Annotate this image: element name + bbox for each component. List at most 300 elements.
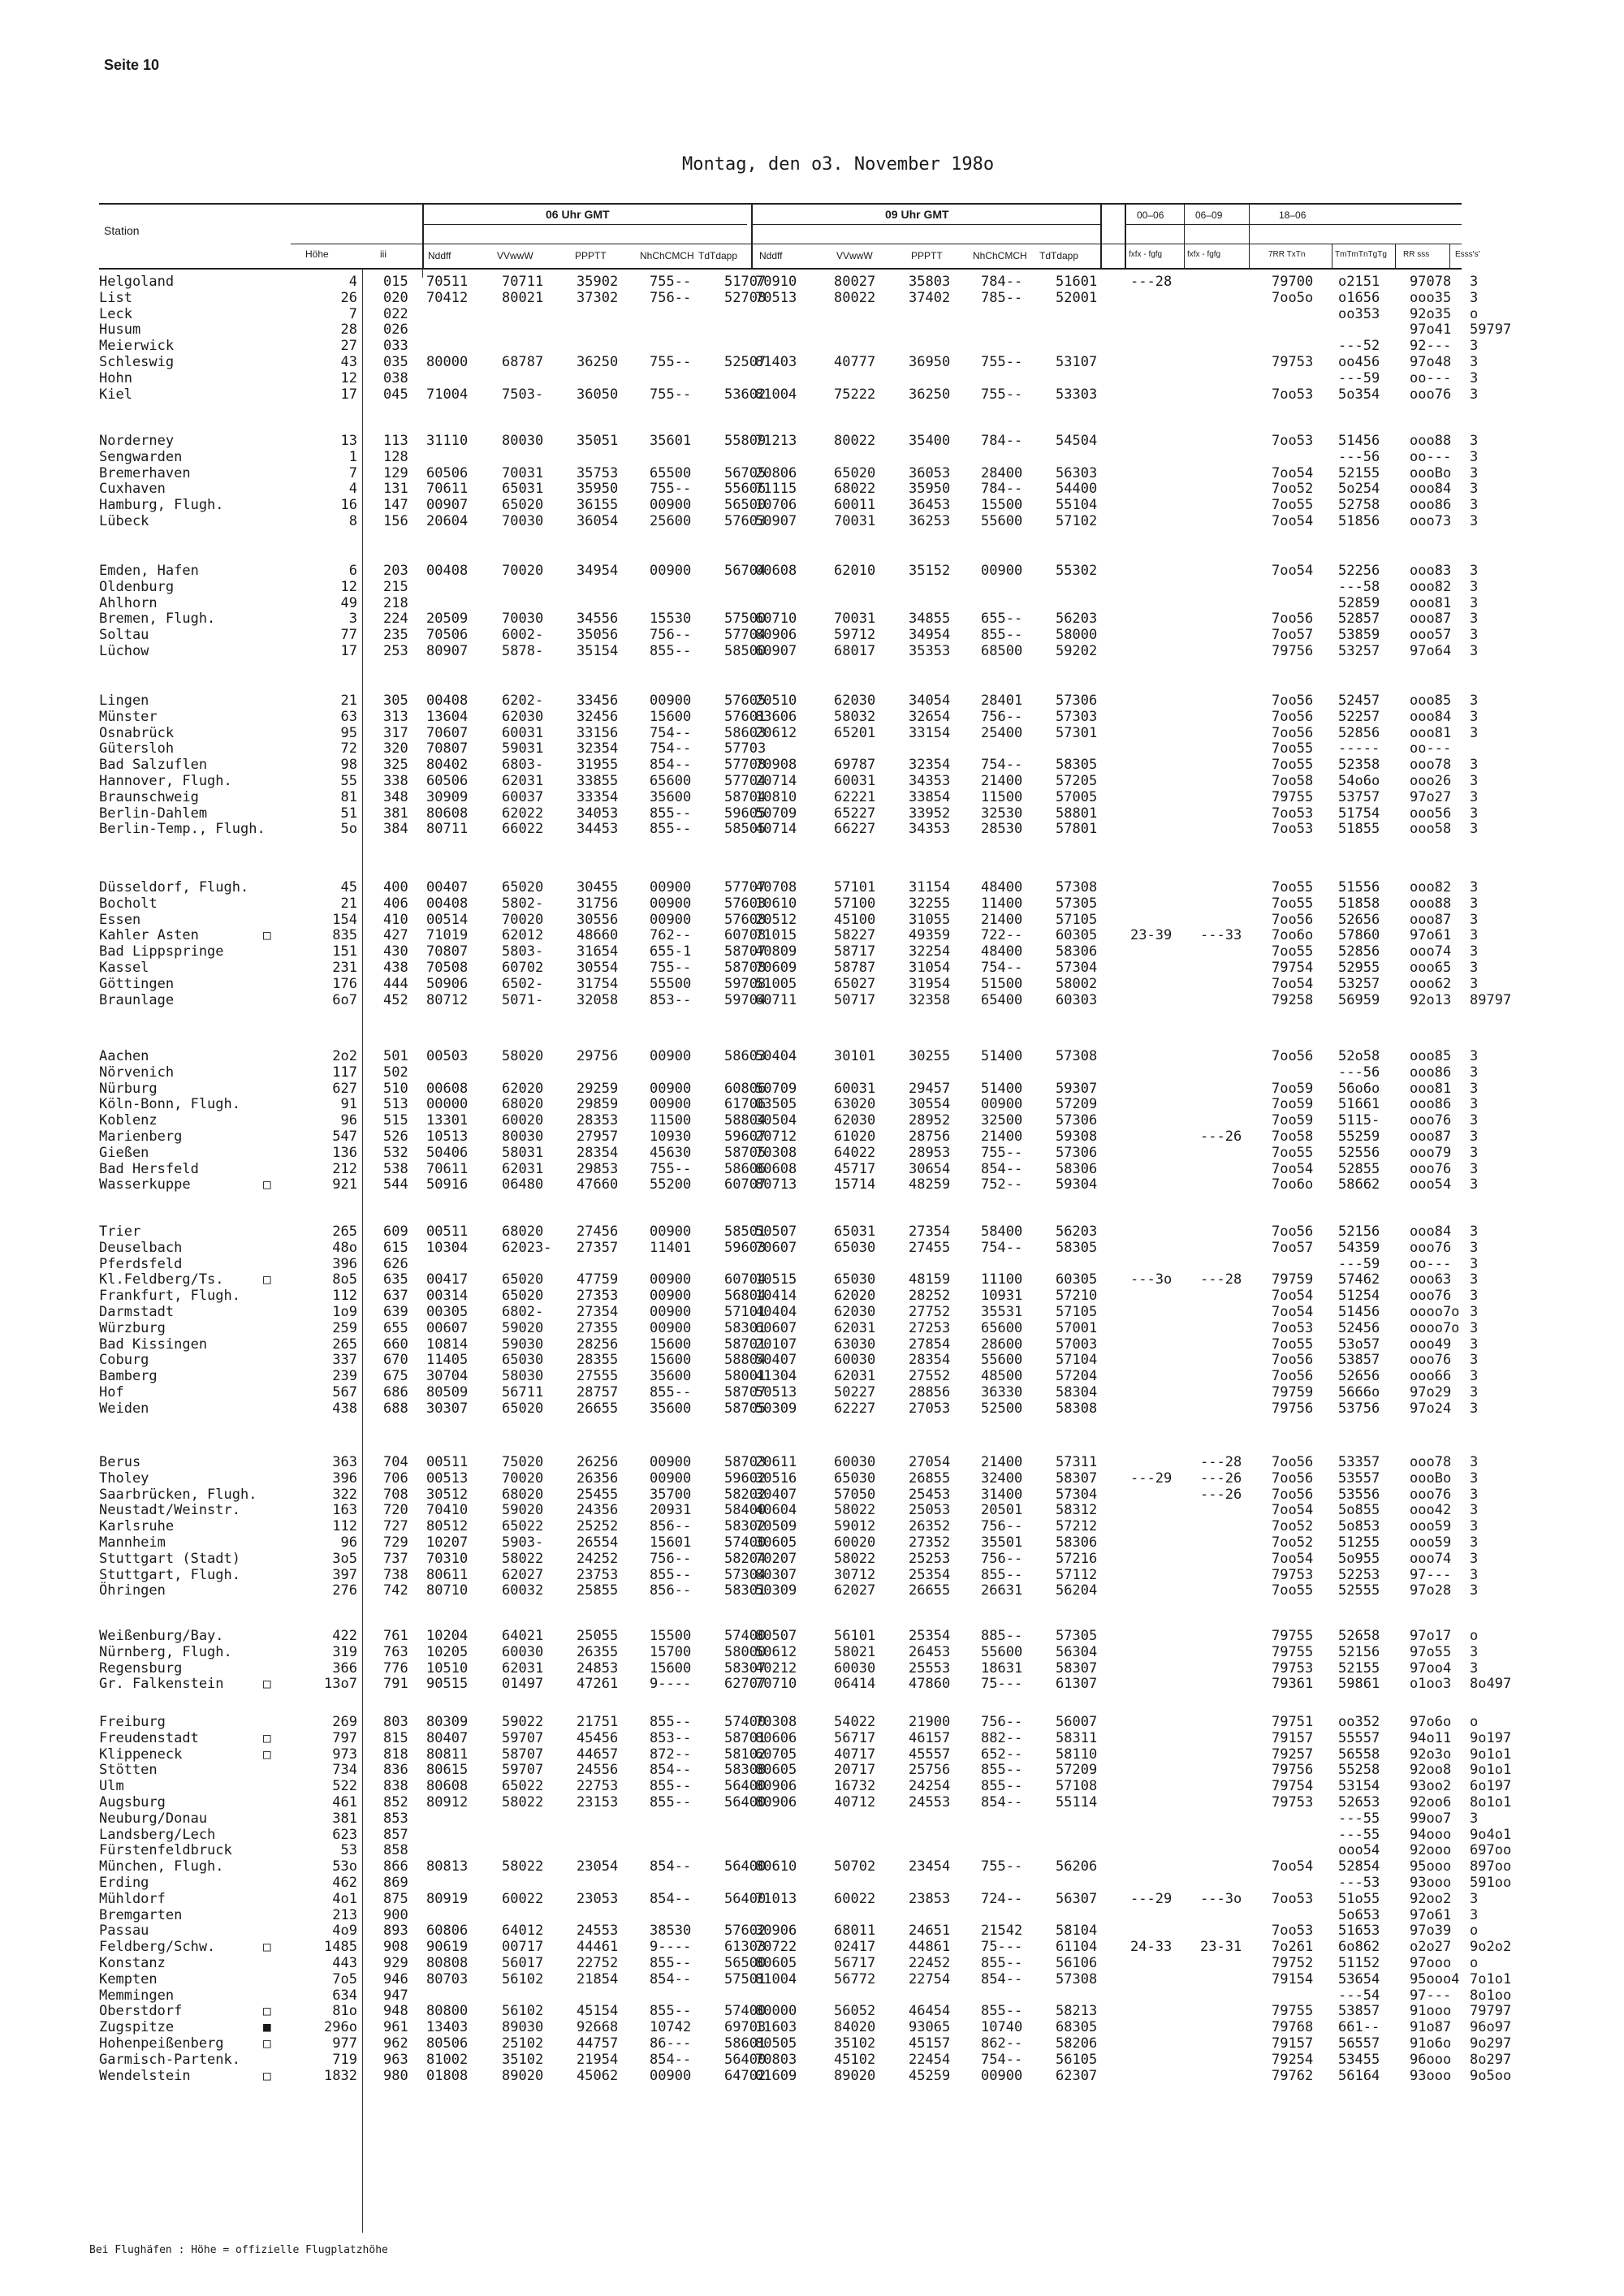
station-name: Hof (99, 1384, 124, 1400)
obs06-nddff: 70506 (426, 627, 469, 644)
obs09-clouds: 15500 (981, 497, 1023, 514)
obs06-nddff: 00314 (426, 1288, 469, 1305)
obs06-vvwww: 62027 (502, 1566, 544, 1583)
obs06-nddff: 80712 (426, 991, 469, 1008)
obs09-clouds: 36330 (981, 1384, 1023, 1400)
rr-sss: 92o3o (1410, 1746, 1452, 1763)
rr-sss: oo--- (1410, 448, 1452, 465)
rr-sss: ooo76 (1410, 1239, 1452, 1256)
obs06-nddff: 50916 (426, 1176, 469, 1193)
obs06-vvwww: 60032 (502, 1582, 544, 1599)
obs06-tdtdapp: 62707 (724, 1676, 767, 1693)
obs09-vvwww: 60030 (834, 1454, 876, 1470)
rr-txtn: 79751 (1272, 1714, 1314, 1730)
station-name: Aachen (99, 1048, 149, 1064)
station-name: Stuttgart (Stadt) (99, 1550, 240, 1567)
table-row (0, 1064, 1624, 1081)
obs06-ppptt: 34453 (577, 821, 619, 838)
rr-sss: ooo49 (1410, 1336, 1452, 1353)
obs09-ppptt: 28354 (909, 1352, 951, 1369)
obs09-ppptt: 49359 (909, 927, 951, 944)
obs06-clouds: 20931 (650, 1502, 692, 1519)
obs06-vvwww: 65020 (502, 1288, 544, 1305)
obs09-vvwww: 65031 (834, 1224, 876, 1240)
obs09-vvwww: 65201 (834, 724, 876, 741)
rr-txtn: 7oo54 (1272, 563, 1314, 579)
station-marker: □ (263, 2035, 271, 2051)
obs09-tdtdapp: 56206 (1056, 1858, 1098, 1875)
obs09-tdtdapp: 57105 (1056, 911, 1098, 928)
esss: 3 (1470, 1659, 1479, 1677)
header-hoehe: Höhe (305, 248, 329, 260)
tmtm-tgtg: 52556 (1338, 1144, 1380, 1161)
table-row (0, 911, 1624, 929)
obs09-tdtdapp: 56203 (1056, 1224, 1098, 1240)
obs09-nddff: 20512 (755, 911, 797, 928)
obs06-nddff: 00514 (426, 911, 469, 928)
station-name: Berlin-Temp., Flugh. (99, 821, 266, 838)
station-height: 547 (332, 1129, 357, 1145)
obs09-ppptt: 32254 (909, 943, 951, 960)
obs06-ppptt: 25055 (577, 1628, 619, 1644)
obs06-vvwww: 62023- (502, 1239, 552, 1256)
table-row (0, 1761, 1624, 1779)
obs09-clouds: 48400 (981, 879, 1023, 896)
obs06-vvwww: 65020 (502, 879, 544, 896)
obs09-vvwww: 40777 (834, 354, 876, 370)
obs09-tdtdapp: 58305 (1056, 757, 1098, 774)
tmtm-tgtg: 53857 (1338, 2003, 1380, 2020)
obs09-clouds: 18631 (981, 1659, 1023, 1677)
obs09-nddff: 30906 (755, 1923, 797, 1940)
obs09-nddff: 81004 (755, 1970, 797, 1987)
station-name: Frankfurt, Flugh. (99, 1288, 240, 1305)
obs09-nddff: 60711 (755, 991, 797, 1008)
station-height: 13o7 (324, 1676, 357, 1693)
obs09-vvwww: 60011 (834, 497, 876, 514)
obs06-clouds: 854-- (650, 2051, 692, 2068)
table-row (0, 1111, 1624, 1129)
station-height: 259 (332, 1319, 357, 1336)
esss: 3 (1470, 338, 1479, 355)
station-name: Marienberg (99, 1129, 183, 1145)
obs06-ppptt: 27355 (577, 1319, 619, 1336)
station-height: 1 (348, 448, 357, 465)
obs09-vvwww: 58032 (834, 708, 876, 725)
tmtm-tgtg: 52o58 (1338, 1048, 1380, 1064)
station-id: 857 (383, 1826, 408, 1843)
obs09-clouds: 854-- (981, 1160, 1023, 1177)
esss: 3 (1470, 943, 1479, 960)
station-name: Trier (99, 1224, 141, 1240)
header-09-uhr: 09 Uhr GMT (885, 208, 949, 221)
table-row (0, 724, 1624, 742)
station-name: Passau (99, 1923, 149, 1940)
obs09-ppptt: 93065 (909, 2019, 951, 2036)
rr-txtn: 7oo52 (1272, 1534, 1314, 1551)
obs06-nddff: 80813 (426, 1858, 469, 1875)
obs09-vvwww: 56717 (834, 1729, 876, 1746)
rr-sss: ooo82 (1410, 578, 1452, 595)
obs06-vvwww: 80030 (502, 1129, 544, 1145)
table-row (0, 805, 1624, 822)
tmtm-tgtg: oo456 (1338, 354, 1380, 370)
obs06-ppptt: 25855 (577, 1582, 619, 1599)
table-row (0, 594, 1624, 612)
esss: 3 (1470, 1112, 1479, 1129)
obs09-tdtdapp: 58306 (1056, 943, 1098, 960)
obs06-clouds: 854-- (650, 1858, 692, 1875)
rr-txtn: 7oo52 (1272, 1518, 1314, 1535)
obs06-nddff: 60806 (426, 1923, 469, 1940)
table-row (0, 1643, 1624, 1661)
obs09-tdtdapp: 58311 (1056, 1729, 1098, 1746)
obs09-clouds: 65400 (981, 991, 1023, 1008)
obs06-nddff: 30704 (426, 1368, 469, 1385)
table-row (0, 1627, 1624, 1645)
obs06-tdtdapp: 58603 (724, 724, 767, 741)
rr-txtn: 7oo56 (1272, 1470, 1314, 1487)
obs09-tdtdapp: 56105 (1056, 2051, 1098, 2068)
table-row (0, 464, 1624, 482)
obs06-ppptt: 44461 (577, 1939, 619, 1956)
station-height: 136 (332, 1144, 357, 1161)
station-id: 033 (383, 338, 408, 355)
obs06-clouds: 853-- (650, 991, 692, 1008)
esss: 3 (1470, 1352, 1479, 1369)
station-id: 791 (383, 1676, 408, 1693)
table-row (0, 1287, 1624, 1305)
esss: 3 (1470, 627, 1479, 644)
station-id: 502 (383, 1064, 408, 1081)
rr-sss: 97o41 (1410, 322, 1452, 339)
esss: 6o197 (1470, 1778, 1512, 1795)
obs09-clouds: 11400 (981, 895, 1023, 912)
station-name: Lüchow (99, 643, 149, 659)
station-name: Göttingen (99, 975, 175, 992)
obs09-vvwww: 75222 (834, 386, 876, 403)
obs06-nddff: 10204 (426, 1628, 469, 1644)
obs09-vvwww: 62010 (834, 563, 876, 579)
rr-sss: 92o35 (1410, 305, 1452, 322)
obs06-vvwww: 56017 (502, 1955, 544, 1971)
tmtm-tgtg: 5o254 (1338, 481, 1380, 498)
obs06-vvwww: 65020 (502, 1400, 544, 1417)
obs06-tdtdapp: 56400 (724, 1858, 767, 1875)
rr-txtn: 79755 (1272, 1643, 1314, 1660)
header-06-col-3: PPPTT (575, 250, 607, 261)
obs09-clouds: 756-- (981, 1714, 1023, 1730)
obs09-clouds: 755-- (981, 386, 1023, 403)
obs09-vvwww: 60022 (834, 1890, 876, 1907)
obs09-ppptt: 25253 (909, 1550, 951, 1567)
obs09-tdtdapp: 58206 (1056, 2035, 1098, 2052)
obs06-tdtdapp: 58603 (724, 1048, 767, 1064)
obs06-vvwww: 60020 (502, 1112, 544, 1129)
station-id: 381 (383, 805, 408, 822)
tmtm-tgtg: 52856 (1338, 724, 1380, 741)
obs09-vvwww: 68017 (834, 643, 876, 659)
esss: 3 (1470, 1255, 1479, 1272)
obs06-tdtdapp: 57704 (724, 627, 767, 644)
obs09-ppptt: 35400 (909, 433, 951, 449)
obs09-nddff: 80906 (755, 627, 797, 644)
rr-txtn: 7oo56 (1272, 1368, 1314, 1385)
obs06-clouds: 15700 (650, 1643, 692, 1660)
obs09-vvwww: 57100 (834, 895, 876, 912)
obs09-vvwww: 66227 (834, 821, 876, 838)
station-id: 203 (383, 563, 408, 579)
station-height: 977 (332, 2035, 357, 2052)
obs06-vvwww: 66022 (502, 821, 544, 838)
obs09-ppptt: 24254 (909, 1778, 951, 1795)
obs09-vvwww: 62030 (834, 1304, 876, 1320)
rr-txtn: 79755 (1272, 788, 1314, 805)
station-id: 305 (383, 693, 408, 709)
station-id: 961 (383, 2019, 408, 2036)
tmtm-tgtg: ---56 (1338, 448, 1380, 465)
esss: 9o4o1 (1470, 1826, 1512, 1843)
obs06-nddff: 80907 (426, 643, 469, 659)
obs09-tdtdapp: 57308 (1056, 879, 1098, 896)
station-name: Hohenpeißenberg (99, 2035, 224, 2052)
obs06-nddff: 00000 (426, 1096, 469, 1113)
station-height: 17 (340, 643, 357, 659)
obs06-vvwww: 6803- (502, 757, 544, 774)
table-row (0, 1319, 1624, 1337)
obs06-tdtdapp: 58601 (724, 2035, 767, 2052)
rr-txtn: 7oo5o (1272, 289, 1314, 306)
station-id: 737 (383, 1550, 408, 1567)
header-09-col-5: TdTdapp (1039, 250, 1079, 261)
station-height: 443 (332, 1955, 357, 1971)
table-row (0, 692, 1624, 710)
station-name: Karlsruhe (99, 1518, 175, 1535)
station-name: Hohn (99, 369, 132, 386)
obs09-nddff: 40404 (755, 1304, 797, 1320)
obs09-ppptt: 27352 (909, 1534, 951, 1551)
obs06-tdtdapp: 57608 (724, 911, 767, 928)
obs09-tdtdapp: 57212 (1056, 1518, 1098, 1535)
obs06-nddff: 13301 (426, 1112, 469, 1129)
obs06-ppptt: 36155 (577, 497, 619, 514)
obs09-vvwww: 20717 (834, 1762, 876, 1779)
obs09-nddff: 70908 (755, 757, 797, 774)
station-marker: □ (263, 1939, 271, 1955)
station-height: 397 (332, 1566, 357, 1583)
obs06-tdtdapp: 58708 (724, 960, 767, 976)
rr-sss: 94o11 (1410, 1729, 1452, 1746)
obs06-vvwww: 65030 (502, 1352, 544, 1369)
header-06-uhr: 06 Uhr GMT (546, 208, 610, 221)
obs06-nddff: 20509 (426, 611, 469, 628)
station-id: 803 (383, 1714, 408, 1730)
rr-sss: 97oo4 (1410, 1659, 1452, 1677)
station-id: 609 (383, 1224, 408, 1240)
obs09-nddff: 80906 (755, 1794, 797, 1810)
table-row (0, 1970, 1624, 1988)
station-height: 1832 (324, 2067, 357, 2084)
obs06-clouds: 756-- (650, 1550, 692, 1567)
station-height: 95 (340, 724, 357, 741)
esss: 3 (1470, 1304, 1479, 1320)
obs09-tdtdapp: 58306 (1056, 1534, 1098, 1551)
obs06-clouds: 35601 (650, 433, 692, 449)
station-height: 623 (332, 1826, 357, 1843)
station-name: Soltau (99, 627, 149, 644)
obs06-vvwww: 58707 (502, 1746, 544, 1763)
obs06-clouds: 855-- (650, 1955, 692, 1971)
tmtm-tgtg: 5o653 (1338, 1906, 1380, 1923)
obs06-vvwww: 59030 (502, 1336, 544, 1353)
esss: 9o297 (1470, 2035, 1512, 2052)
obs09-clouds: 75--- (981, 1939, 1023, 1956)
station-id: 946 (383, 1970, 408, 1987)
obs09-vvwww: 58717 (834, 943, 876, 960)
obs09-ppptt: 25553 (909, 1659, 951, 1677)
tmtm-tgtg: ---55 (1338, 1826, 1380, 1843)
obs09-ppptt: 25053 (909, 1502, 951, 1519)
obs06-clouds: 15500 (650, 1628, 692, 1644)
obs06-nddff: 30512 (426, 1486, 469, 1503)
obs09-tdtdapp: 56204 (1056, 1582, 1098, 1599)
obs06-nddff: 80402 (426, 757, 469, 774)
station-name: Klippeneck (99, 1746, 183, 1763)
obs09-nddff: 10610 (755, 895, 797, 912)
obs09-ppptt: 36253 (909, 513, 951, 529)
obs06-clouds: 55500 (650, 975, 692, 992)
obs09-nddff: 70803 (755, 2051, 797, 2068)
station-name: Bad Kissingen (99, 1336, 208, 1353)
station-name: Cuxhaven (99, 481, 166, 498)
obs06-tdtdapp: 58704 (724, 788, 767, 805)
table-row (0, 432, 1624, 450)
obs09-tdtdapp: 51601 (1056, 274, 1098, 290)
station-name: Stuttgart, Flugh. (99, 1566, 240, 1583)
obs09-ppptt: 45157 (909, 2035, 951, 2052)
obs09-vvwww: 65030 (834, 1239, 876, 1256)
page-label: Seite 10 (104, 57, 160, 73)
rr-txtn: 7oo58 (1272, 773, 1314, 789)
station-id: 129 (383, 464, 408, 481)
obs06-nddff: 10814 (426, 1336, 469, 1353)
obs09-tdtdapp: 57308 (1056, 1048, 1098, 1064)
esss: 3 (1470, 578, 1479, 595)
station-name: Stötten (99, 1762, 158, 1779)
station-name: Schleswig (99, 354, 175, 370)
obs09-vvwww: 58022 (834, 1502, 876, 1519)
tmtm-tgtg: 5o855 (1338, 1502, 1380, 1519)
obs06-nddff: 70807 (426, 943, 469, 960)
obs06-nddff: 00511 (426, 1224, 469, 1240)
station-id: 893 (383, 1923, 408, 1940)
obs06-nddff: 70511 (426, 274, 469, 290)
rr-txtn: 79759 (1272, 1271, 1314, 1288)
obs09-tdtdapp: 61307 (1056, 1676, 1098, 1693)
station-height: 117 (332, 1064, 357, 1081)
table-row (0, 1793, 1624, 1811)
tmtm-tgtg: 52156 (1338, 1643, 1380, 1660)
obs06-tdtdapp: 58202 (724, 1486, 767, 1503)
station-id: 908 (383, 1939, 408, 1956)
station-height: 12 (340, 578, 357, 595)
esss: 3 (1470, 1319, 1479, 1336)
obs06-clouds: 853-- (650, 1729, 692, 1746)
table-row (0, 1987, 1624, 2005)
rr-sss: ooo59 (1410, 1518, 1452, 1535)
rr-sss: 94ooo (1410, 1826, 1452, 1843)
station-id: 113 (383, 433, 408, 449)
obs06-vvwww: 6002- (502, 627, 544, 644)
header-06-col-5: TdTdapp (698, 250, 738, 261)
obs09-ppptt: 36453 (909, 497, 951, 514)
station-name: Wasserkuppe (99, 1176, 191, 1193)
obs06-clouds: 872-- (650, 1746, 692, 1763)
date-line: Montag, den o3. November 198o (682, 154, 995, 175)
obs09-tdtdapp: 55302 (1056, 563, 1098, 579)
station-height: 269 (332, 1714, 357, 1730)
obs06-nddff: 10510 (426, 1659, 469, 1677)
obs06-ppptt: 23153 (577, 1794, 619, 1810)
obs06-vvwww: 65020 (502, 1271, 544, 1288)
obs09-ppptt: 28252 (909, 1288, 951, 1305)
obs09-nddff: 41304 (755, 1368, 797, 1385)
rr-sss: ooo63 (1410, 1271, 1452, 1288)
tmtm-tgtg: 661-- (1338, 2019, 1380, 2036)
tmtm-tgtg: 52859 (1338, 594, 1380, 611)
station-id: 708 (383, 1486, 408, 1503)
tmtm-tgtg: 51o55 (1338, 1890, 1380, 1907)
station-height: 973 (332, 1746, 357, 1763)
obs09-ppptt: 46454 (909, 2003, 951, 2020)
esss: 3 (1470, 1550, 1479, 1567)
obs09-clouds: 21400 (981, 911, 1023, 928)
obs09-nddff: 50612 (755, 1643, 797, 1660)
obs09-nddff: 20612 (755, 724, 797, 741)
obs09-clouds: 784-- (981, 481, 1023, 498)
obs06-ppptt: 24556 (577, 1762, 619, 1779)
station-name: Regensburg (99, 1659, 183, 1677)
obs09-tdtdapp: 57209 (1056, 1762, 1098, 1779)
obs06-tdtdapp: 58302 (724, 1518, 767, 1535)
table-row (0, 2035, 1624, 2052)
obs06-nddff: 70508 (426, 960, 469, 976)
obs06-tdtdapp: 57400 (724, 1534, 767, 1551)
obs06-vvwww: 6202- (502, 693, 544, 709)
obs06-nddff: 80407 (426, 1729, 469, 1746)
obs06-vvwww: 60037 (502, 788, 544, 805)
obs06-tdtdapp: 58701 (724, 1336, 767, 1353)
obs09-ppptt: 21900 (909, 1714, 951, 1730)
rr-txtn: 79154 (1272, 1970, 1314, 1987)
esss: 9o2o2 (1470, 1939, 1512, 1956)
obs09-clouds: 32530 (981, 805, 1023, 822)
obs09-clouds: 28401 (981, 693, 1023, 709)
obs09-nddff: 70710 (755, 1676, 797, 1693)
obs09-nddff: 60907 (755, 643, 797, 659)
esss: 3 (1470, 1096, 1479, 1113)
obs09-tdtdapp: 58307 (1056, 1659, 1098, 1677)
obs06-vvwww: 89030 (502, 2019, 544, 2036)
station-name: Hamburg, Flugh. (99, 497, 224, 514)
rr-txtn: 7oo56 (1272, 708, 1314, 725)
rr-sss: ooo81 (1410, 1080, 1452, 1097)
rr-txtn: 7oo59 (1272, 1096, 1314, 1113)
esss: 3 (1470, 369, 1479, 386)
obs09-ppptt: 23454 (909, 1858, 951, 1875)
obs06-tdtdapp: 59603 (724, 1239, 767, 1256)
rr-txtn: 79157 (1272, 1729, 1314, 1746)
